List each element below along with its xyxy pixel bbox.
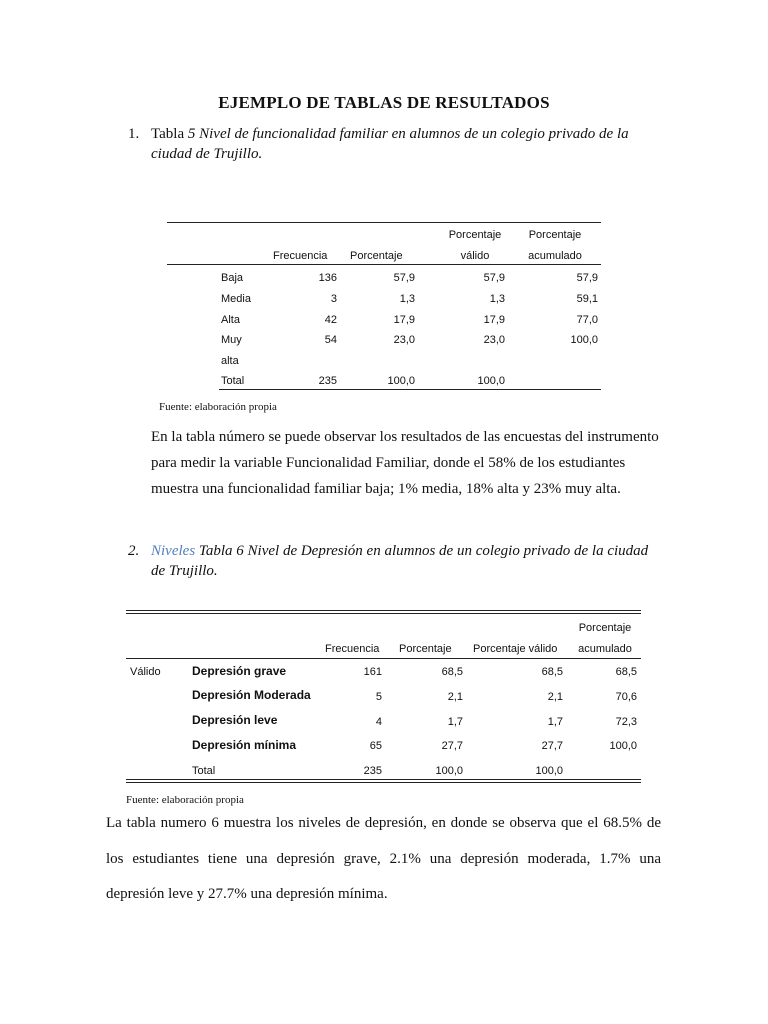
table1-cell-frecuencia: 235 [318,375,337,387]
table2-row-label: Depresión leve [192,713,278,727]
table2-cell-valido: 1,7 [547,716,563,728]
table2-cell-acumulado: 100,0 [609,740,637,752]
table2-row-label: Depresión grave [192,664,287,678]
table1-row-label: Muy [221,334,242,346]
table2-header-frecuencia: Frecuencia [325,643,380,655]
table2-group-label: Válido [130,666,161,678]
table1-header-acum-bottom: acumulado [528,250,582,262]
table2-header-rule [126,658,641,659]
table1-cell-frecuencia: 42 [324,314,337,326]
table1-paragraph-line: En la tabla número se puede observar los resultados de las encuestas del instrumento [151,429,659,445]
table1-caption-prefix: Tabla [151,126,188,142]
table2-cell-porcentaje: 100,0 [435,765,463,777]
table2-cell-frecuencia: 65 [369,740,382,752]
table1-paragraph-line: muestra una funcionalidad familiar baja; 1% media, 18% alta y 23% muy alta. [151,481,621,497]
table1-row-label-cont: alta [221,355,239,367]
table2-row-label: Depresión mínima [192,738,297,752]
table1-cell-acumulado: 77,0 [576,314,598,326]
table2-paragraph-line: los estudiantes tiene una depresión grave, 2.1% una depresión moderada, 1.7% una [106,850,661,867]
table2-cell-acumulado: 68,5 [615,666,637,678]
table2-cell-frecuencia: 161 [363,666,382,678]
table2-cell-acumulado: 70,6 [615,691,637,703]
table2-cell-porcentaje: 2,1 [447,691,463,703]
table1-header-acum-top: Porcentaje [528,229,582,241]
table2-header-porcentaje: Porcentaje [399,643,452,655]
table1-cell-porcentaje: 17,9 [393,314,415,326]
table1-cell-valido: 17,9 [483,314,505,326]
table1-header-rule [167,264,601,265]
table1-caption [151,124,671,164]
table1-top-rule [167,222,601,223]
table2-bottom-rule [126,779,641,780]
table1-paragraph-line: para medir la variable Funcionalidad Familiar, donde el 58% de los estudiantes [151,455,626,471]
table2-cell-valido: 2,1 [547,691,563,703]
table1-cell-frecuencia: 136 [318,272,337,284]
table1-cell-valido: 1,3 [489,293,505,305]
table1-header-porcentaje: Porcentaje [350,250,403,262]
table1-cell-valido: 23,0 [483,334,505,346]
table1-row-label: Alta [221,314,240,326]
table1-caption-line2: ciudad de Trujillo. [151,146,263,162]
table2-cell-valido: 27,7 [541,740,563,752]
table2-cell-acumulado: 72,3 [615,716,637,728]
table2-number: 2. [128,543,140,559]
table2-cell-porcentaje: 27,7 [441,740,463,752]
table1-cell-frecuencia: 54 [324,334,337,346]
table1-row-label: Baja [221,272,244,284]
table1-row-label: Media [221,293,251,305]
table1-cell-frecuencia: 3 [330,293,337,305]
table1-cell-acumulado: 59,1 [576,293,598,305]
table2-row-label: Total [192,765,216,777]
table2-top-rule [126,610,641,611]
table2-source: Fuente: elaboración propia [126,794,244,806]
table2-header-acum-top: Porcentaje [578,622,632,634]
table1-header-frecuencia: Frecuencia [273,250,328,262]
table1-cell-porcentaje: 1,3 [399,293,415,305]
table2-header-acum-bottom: acumulado [578,643,632,655]
table1-header-valido-bottom: válido [460,250,490,262]
table2-cell-valido: 68,5 [541,666,563,678]
table1-bottom-rule [219,389,601,390]
table1-header-valido-top: Porcentaje [448,229,502,241]
table2-caption-line1: Tabla 6 Nivel de Depresión en alumnos de un colegio privado de la ciudad [195,543,649,559]
table1-cell-acumulado: 57,9 [576,272,598,284]
table2-cell-frecuencia: 4 [375,716,382,728]
table2-cell-porcentaje: 68,5 [441,666,463,678]
table1-number: 1. [128,126,140,142]
table2-paragraph-line: La tabla numero 6 muestra los niveles de depresión, en donde se observa que el 68.5% de [106,815,661,831]
table2-caption [151,541,671,581]
table1-cell-valido: 57,9 [483,272,505,284]
table1-caption-line1: 5 Nivel de funcionalidad familiar en alumnos de un colegio privado de la [187,126,629,142]
table1-cell-valido: 100,0 [477,375,505,387]
table1-cell-porcentaje: 57,9 [393,272,415,284]
table2-cell-valido: 100,0 [535,765,563,777]
table2-top-rule-double [126,613,641,614]
table2-paragraph-line: depresión leve y 27.7% una depresión mínima. [106,886,388,902]
table1-cell-acumulado: 100,0 [570,334,598,346]
document-title: EJEMPLO DE TABLAS DE RESULTADOS [218,93,550,112]
table2-cell-porcentaje: 1,7 [447,716,463,728]
table2-paragraph [106,806,661,913]
table1-cell-porcentaje: 23,0 [393,334,415,346]
table2-row-label: Depresión Moderada [192,688,311,702]
table1-source: Fuente: elaboración propia [159,401,277,413]
table2-cell-frecuencia: 5 [375,691,382,703]
table2-caption-blue: Niveles [151,543,196,559]
table1-cell-porcentaje: 100,0 [387,375,415,387]
table2-caption-line2: de Trujillo. [151,563,218,579]
table2-header-valido: Porcentaje válido [473,643,558,655]
table2-bottom-rule-double [126,782,641,783]
table1-row-label: Total [221,375,245,387]
table2-cell-frecuencia: 235 [363,765,382,777]
table1-paragraph [151,424,659,502]
